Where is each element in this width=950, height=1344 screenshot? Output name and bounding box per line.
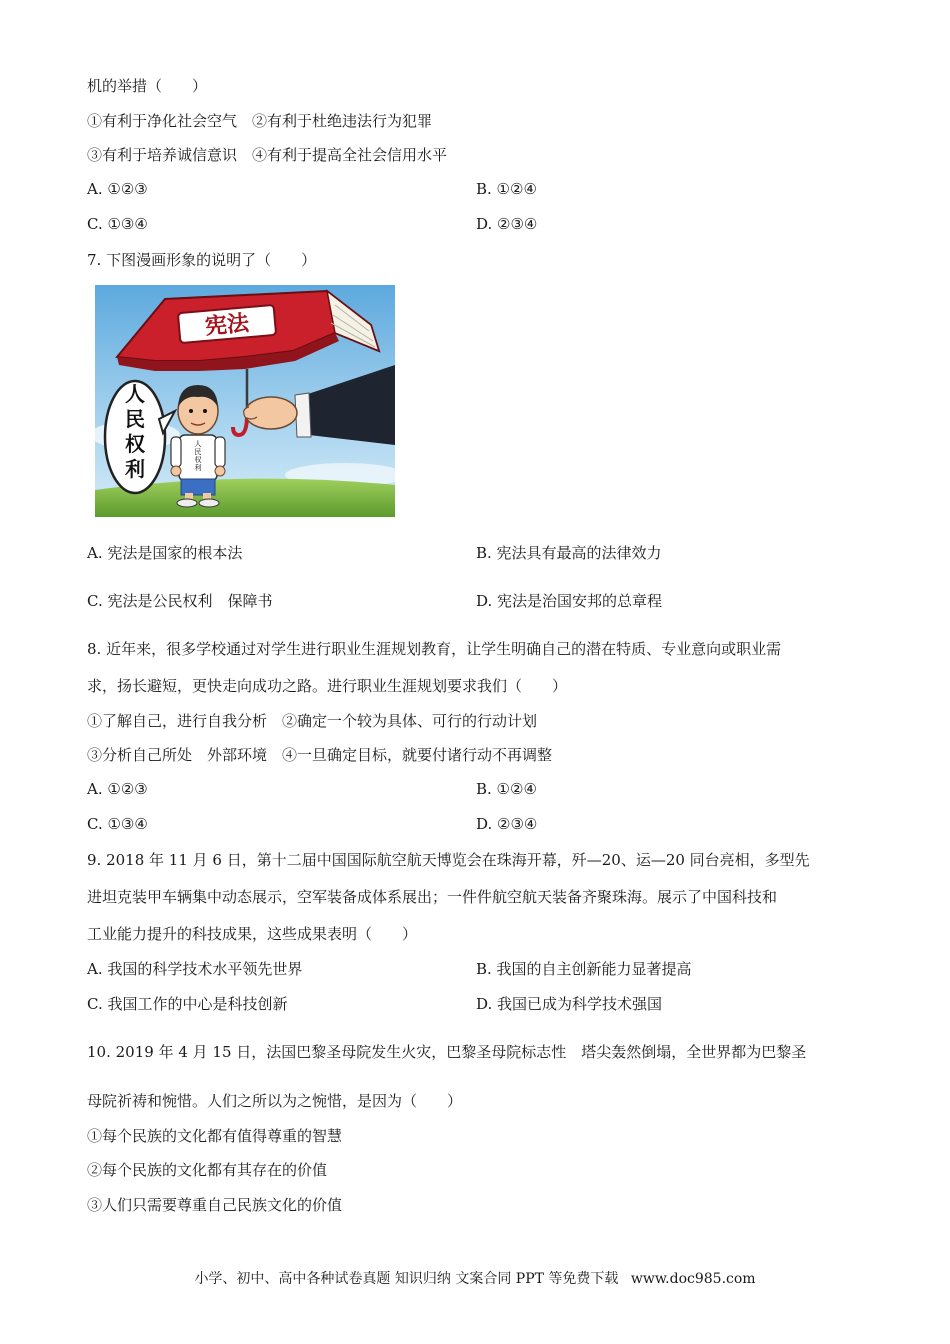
q7-option-a: A. 宪法是国家的根本法: [87, 544, 243, 562]
q8-option-c: C. ①③④: [87, 815, 148, 833]
q7-option-d: D. 宪法是治国安邦的总章程: [476, 592, 663, 610]
q10-statement-3: ③人们只需要尊重自己民族文化的价值: [87, 1196, 343, 1214]
q9-stem-line-2: 进坦克装甲车辆集中动态展示，空军装备成体系展出；一件件航空航天装备齐聚珠海。展示了中国科技和: [87, 888, 778, 906]
bubble-char-1: 人: [125, 382, 145, 406]
q8-option-b: B. ①②④: [476, 780, 537, 798]
book-title: 宪法: [204, 311, 251, 340]
q6-option-a: A. ①②③: [87, 180, 148, 198]
bubble-char-4: 利: [125, 457, 145, 481]
q9-option-a: A. 我国的科学技术水平领先世界: [87, 960, 303, 978]
q6-statement-1: ①有利于净化社会空气 ②有利于杜绝违法行为犯罪: [87, 112, 433, 130]
q9-stem-line-1: 9. 2018 年 11 月 6 日，第十二届中国国际航空航天博览会在珠海开幕，歼—20、运—20 同台亮相，多型先: [87, 851, 810, 869]
shirt-char-3: 权: [194, 456, 202, 464]
q9-option-b: B. 我国的自主创新能力显著提高: [476, 960, 692, 978]
q8-statement-2: ③分析自己所处 外部环境 ④一旦确定目标，就要付诸行动不再调整: [87, 746, 553, 764]
q9-option-c: C. 我国工作的中心是科技创新: [87, 995, 288, 1013]
q7-option-c: C. 宪法是公民权利 保障书: [87, 592, 273, 610]
q6-stem-tail: 机的举措（ ）: [87, 77, 208, 95]
constitution-umbrella-cartoon: [95, 285, 395, 517]
q9-option-d: D. 我国已成为科学技术强国: [476, 995, 663, 1013]
q10-stem-line-2: 母院祈祷和惋惜。人们之所以为之惋惜，是因为（ ）: [87, 1092, 463, 1110]
q6-option-b: B. ①②④: [476, 180, 537, 198]
q7-stem: 7. 下图漫画形象的说明了（ ）: [87, 251, 317, 269]
q8-statement-1: ①了解自己，进行自我分析 ②确定一个较为具体、可行的行动计划: [87, 712, 538, 730]
q10-stem-line-1: 10. 2019 年 4 月 15 日，法国巴黎圣母院发生火灾，巴黎圣母院标志性 塔尖轰然倒塌，全世界都为巴黎圣: [87, 1043, 807, 1061]
q9-stem-line-3: 工业能力提升的科技成果，这些成果表明（ ）: [87, 925, 418, 943]
q6-option-c: C. ①③④: [87, 215, 148, 233]
shirt-char-2: 民: [194, 448, 202, 456]
bubble-char-2: 民: [125, 407, 145, 431]
q8-option-a: A. ①②③: [87, 780, 148, 798]
q8-stem-line-1: 8. 近年来，很多学校通过对学生进行职业生涯规划教育，让学生明确自己的潜在特质、专业意向或职业需: [87, 640, 782, 658]
footer-text: 小学、初中、高中各种试卷真题 知识归纳 文案合同 PPT 等免费下载: [194, 1271, 619, 1287]
page-footer: [0, 1269, 950, 1289]
bubble-char-3: 权: [125, 432, 145, 456]
q6-option-d: D. ②③④: [476, 215, 538, 233]
shirt-char-1: 人: [194, 440, 202, 448]
q7-option-b: B. 宪法具有最高的法律效力: [476, 544, 662, 562]
q10-statement-2: ②每个民族的文化都有其存在的价值: [87, 1161, 328, 1179]
footer-url[interactable]: www.doc985.com: [630, 1271, 756, 1287]
q10-statement-1: ①每个民族的文化都有值得尊重的智慧: [87, 1127, 343, 1145]
q8-stem-line-2: 求，扬长避短，更快走向成功之路。进行职业生涯规划要求我们（ ）: [87, 677, 568, 695]
q6-statement-2: ③有利于培养诚信意识 ④有利于提高全社会信用水平: [87, 146, 448, 164]
shirt-char-4: 利: [194, 464, 202, 472]
q8-option-d: D. ②③④: [476, 815, 538, 833]
